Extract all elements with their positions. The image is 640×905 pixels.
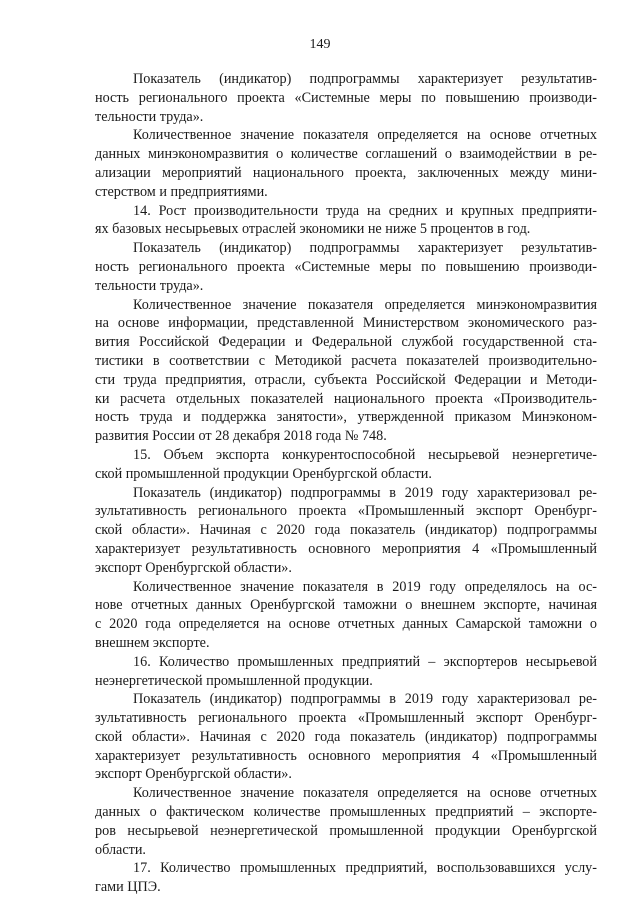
text-line: тельности труда». [95,108,204,125]
text-line: развития России от 28 декабря 2018 года № 748. [95,428,387,445]
text-line: 14. Рост производительности труда на средних и крупных предприяти- [133,202,597,219]
text-line: Количественное значение показателя в 2019 году определялось на ос- [133,578,597,595]
text-line: нове отчетных данных Оренбургской таможни о внешнем экспорте, начиная [95,597,597,614]
text-line: Показатель (индикатор) подпрограммы в 2019 году характеризовал ре- [133,484,597,501]
text-line: Показатель (индикатор) подпрограммы в 2019 году характеризовал ре- [133,691,597,708]
text-line: неэнергетической промышленной продукции. [95,672,373,689]
text-line: данных минэкономразвития о количестве соглашений о взаимодействии в ре- [95,146,597,163]
document-body [95,70,597,897]
text-line: ской области». Начиная с 2020 года показатель (индикатор) подпрограммы [95,728,597,745]
text-line: 16. Количество промышленных предприятий – экспортеров несырьевой [133,653,597,670]
text-line: экспорт Оренбургской области». [95,766,292,783]
text-line: ность регионального проекта «Системные меры по повышению производи- [95,258,597,275]
text-line: ской области». Начиная с 2020 года показатель (индикатор) подпрограммы [95,522,597,539]
text-line: ализации мероприятий национального проекта, заключенных между мини- [95,164,597,181]
text-line: 17. Количество промышленных предприятий, воспользовавшихся услу- [133,860,597,877]
text-line: ность регионального проекта «Системные меры по повышению производи- [95,89,597,106]
text-line: зультативность регионального проекта «Промышленный экспорт Оренбург- [95,503,597,520]
text-line: характеризует результативность основного мероприятия 4 «Промышленный [95,747,597,764]
text-line: внешнем экспорте. [95,634,210,651]
text-line: области. [95,841,146,858]
text-line: с 2020 года определяется на основе отчетных данных Самарской таможни о [95,616,597,633]
text-line: ях базовых несырьевых отраслей экономики не ниже 5 процентов в год. [95,221,531,238]
text-line: ки расчета отдельных показателей национального проекта «Производитель- [95,390,597,407]
text-line: ность труда и поддержка занятости», утвержденной приказом Минэконом- [95,409,597,426]
text-line: зультативность регионального проекта «Промышленный экспорт Оренбург- [95,710,597,727]
text-line: вития Российской Федерации и Федеральной службой государственной ста- [95,334,597,351]
text-line: сти труда предприятия, отрасли, субъекта Российской Федерации и Методи- [95,371,597,388]
text-line: Количественное значение показателя определяется на основе отчетных [133,127,597,144]
text-line: Количественное значение показателя определяется на основе отчетных [133,785,597,802]
text-line: ров несырьевой неэнергетической промышленной продукции Оренбургской [95,822,597,839]
text-line: 15. Объем экспорта конкурентоспособной несырьевой неэнергетиче- [133,446,597,463]
text-line: тистики в соответствии с Методикой расчета показателей производительно- [95,352,597,369]
text-line: характеризует результативность основного мероприятия 4 «Промышленный [95,540,597,557]
text-line: экспорт Оренбургской области». [95,559,292,576]
text-line: тельности труда». [95,277,204,294]
text-line: стерством и предприятиями. [95,183,268,200]
text-line: ской промышленной продукции Оренбургской области. [95,465,432,482]
text-line: гами ЦПЭ. [95,879,161,896]
text-line: Количественное значение показателя определяется минэкономразвития [133,296,597,313]
text-line: данных о фактическом количестве промышленных предприятий – экспорте- [95,804,597,821]
text-line: Показатель (индикатор) подпрограммы характеризует результатив- [133,240,597,257]
page-number: 149 [309,37,331,52]
text-line: Показатель (индикатор) подпрограммы характеризует результатив- [133,71,597,87]
text-line: на основе информации, представленной Министерством экономического раз- [95,315,597,332]
